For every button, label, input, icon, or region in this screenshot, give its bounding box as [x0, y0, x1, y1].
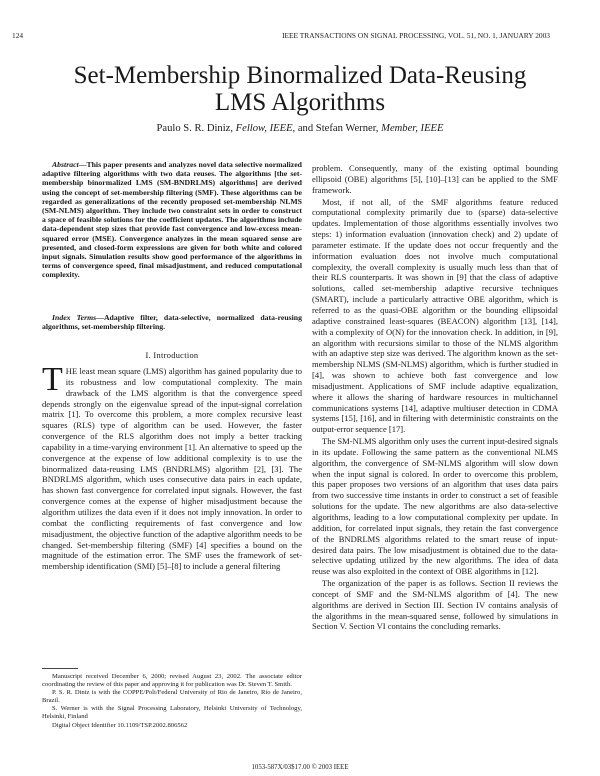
abstract — [42, 160, 302, 280]
author-2-role: Member, IEEE — [381, 123, 444, 134]
author-1-role: Fellow, IEEE, — [235, 123, 296, 134]
footnote-author-1: P. S. R. Diniz is with the COPPE/Poli/Federal University of Rio de Janeiro, Rio de Janeiro, Brazil. — [42, 689, 302, 705]
running-header: IEEE TRANSACTIONS ON SIGNAL PROCESSING, VOL. 51, NO. 1, JANUARY 2003 — [282, 31, 550, 40]
footnote-rule — [42, 668, 78, 669]
right-paragraph-3: The SM-NLMS algorithm only uses the current input-desired signals in its update. Following the same pattern as the conventional NLMS algorithm, the convergence of SM-NLMS algorithm will slow down when the input signal is colored. In order to overcome this problem, this paper proposes two versions of an algorithm that uses data pairs from two successive time instants in order to construct a set of feasible solutions for the update. The new algorithms are also data-selective algorithms, leading to a low computational complexity per update. In addition, for correlated input signals, they retain the fast convergence of the BNDRLMS algorithms related to the smart reuse of input-desired data pairs. The low misadjustment is obtained due to the data-selective updating utilized by the new algorithms. The idea of data reuse was also exploited in the context of OBE algorithms in [12]. — [312, 436, 558, 577]
author-1: Paulo S. R. Diniz, — [156, 123, 234, 134]
footnote-doi: Digital Object Identifier 10.1109/TSP.2002.806562 — [52, 721, 188, 729]
abstract-label: Abstract— — [52, 160, 87, 169]
footnote-manuscript: Manuscript received December 6, 2000; revised August 23, 2002. The associate editor coordinating the review of this paper and approving it for publication was Dr. Steven T. Smith. — [42, 673, 302, 689]
author-line — [0, 123, 600, 134]
right-column-body — [312, 163, 558, 633]
title-line-1: Set-Membership Binormalized Data-Reusing — [73, 62, 527, 89]
page-number: 124 — [12, 31, 24, 40]
index-terms — [42, 313, 302, 331]
drop-cap: T — [42, 361, 63, 398]
paper-title — [0, 62, 600, 116]
footnote-author-2: S. Werner is with the Signal Processing Laboratory, Helsinki University of Technology, Helsinki, Finland — [42, 705, 302, 721]
introduction-body — [42, 361, 302, 572]
right-paragraph-4: The organization of the paper is as follows. Section II reviews the concept of SMF and the SM-NLMS algorithm of [4]. The new algorithms are derived in Section III. Section IV contains analysis of the algorithms in the mean-squared sense, followed by simulations in Section V. Section VI contains the concluding remarks. — [312, 578, 558, 632]
intro-paragraph-1: HE least mean square (LMS) algorithm has gained popularity due to its robustness and low computational complexity. The main drawback of the LMS algorithm is that the convergence speed depends strongly on the eigenvalue spread of the input-signal correlation matrix [1]. To overcome this problem, a more complex recursive least squares (RLS) type of algorithm can be used. However, the faster convergence of the RLS algorithm does not imply a better tracking capability in a time-varying environment [1]. An alternative to speed up the convergence at the expense of low additional complexity is to use the binormalized data-reusing LMS (BNDRLMS) algorithm [2], [3]. The BNDRLMS algorithm, which uses consecutive data pairs in each update, has shown fast convergence for correlated input signals. However, the fast convergence comes at the expense of higher misadjustment because the algorithm utilizes the data even if it does not imply innovation. In order to combat the conflicting requirements of fast convergence and low misadjustment, the objective function of the adaptive algorithm needs to be changed. Set-membership filtering (SMF) [4] specifies a bound on the magnitude of the estimation error. The SMF uses the framework of set-membership identification (SMI) [5]–[8] to include a general filtering — [42, 366, 302, 572]
abstract-text: This paper presents and analyzes novel data selective normalized adaptive filtering algorithms with two data reuses. The algorithms [the set-membership binormalized LMS (SM-BNDRLMS) algorithms] are derived using the concept of set-membership filtering (SMF). These algorithms can be regarded as generalizations of the recently proposed set-membership NLMS (SM-NLMS) algorithm. They include two constraint sets in order to construct a space of feasible solutions for the coefficient updates. The algorithms include data-dependent step sizes that provide fast convergence and low-excess mean-squared error (MSE). Convergence analyzes in the mean squared sense are presented, and closed-form expressions are given for both white and colored input signals. Simulation results show good performance of the algorithms in terms of convergence speed, final misadjustment, and reduced computational complexity. — [42, 160, 302, 280]
right-paragraph-2: Most, if not all, of the SMF algorithms feature reduced computational complexity primarily due to (sparse) data-selective updates. Implementation of those algorithms essentially involves two steps: 1) information evaluation (innovation check) and 2) update of parameter estimate. If the update does not occur frequently and the information evaluation does not involve much computational complexity, the overall complexity is usually much less than that of their RLS counterparts. It was shown in [9] that the class of adaptive solutions, called set-membership adaptive recursive techniques (SMART), include a particularly attractive OBE algorithm, which is referred to as the quasi-OBE algorithm or the bounding ellipsoidal adaptive constrained least-squares (BEACON) algorithm [13], [14], with a complexity of O(N) for the innovation check. In addition, in [9], an algorithm with recursions similar to those of the NLMS algorithm with an adaptive step size was derived. The algorithm known as the set-membership NLMS (SM-NLMS) algorithm, which is further studied in [4], was shown to achieve both fast convergence and low misadjustment. Applications of SMF include adaptive equalization, where it allows the sharing of hardware resources in multichannel communications systems [14], adaptive multiuser detection in CDMA systems [15], [16], and in filtering with deterministic constraints on the output-error sequence [17]. — [312, 196, 558, 435]
index-terms-text: Adaptive filter, data-selective, normalized data-reusing algorithms, set-membership filtering. — [42, 313, 302, 332]
author-conj: and Stefan Werner, — [297, 123, 379, 134]
footnotes — [42, 673, 302, 730]
index-terms-label: Index Terms— — [52, 313, 104, 322]
right-paragraph-1: problem. Consequently, many of the existing optimal bounding ellipsoid (OBE) algorithms [5], [10]–[13] can be applied to the SMF framework. — [312, 163, 558, 195]
copyright-line: 1053-587X/03$17.00 © 2003 IEEE — [251, 764, 349, 771]
title-line-2: LMS Algorithms — [214, 89, 386, 116]
section-heading-introduction: I. Introduction — [145, 351, 199, 360]
